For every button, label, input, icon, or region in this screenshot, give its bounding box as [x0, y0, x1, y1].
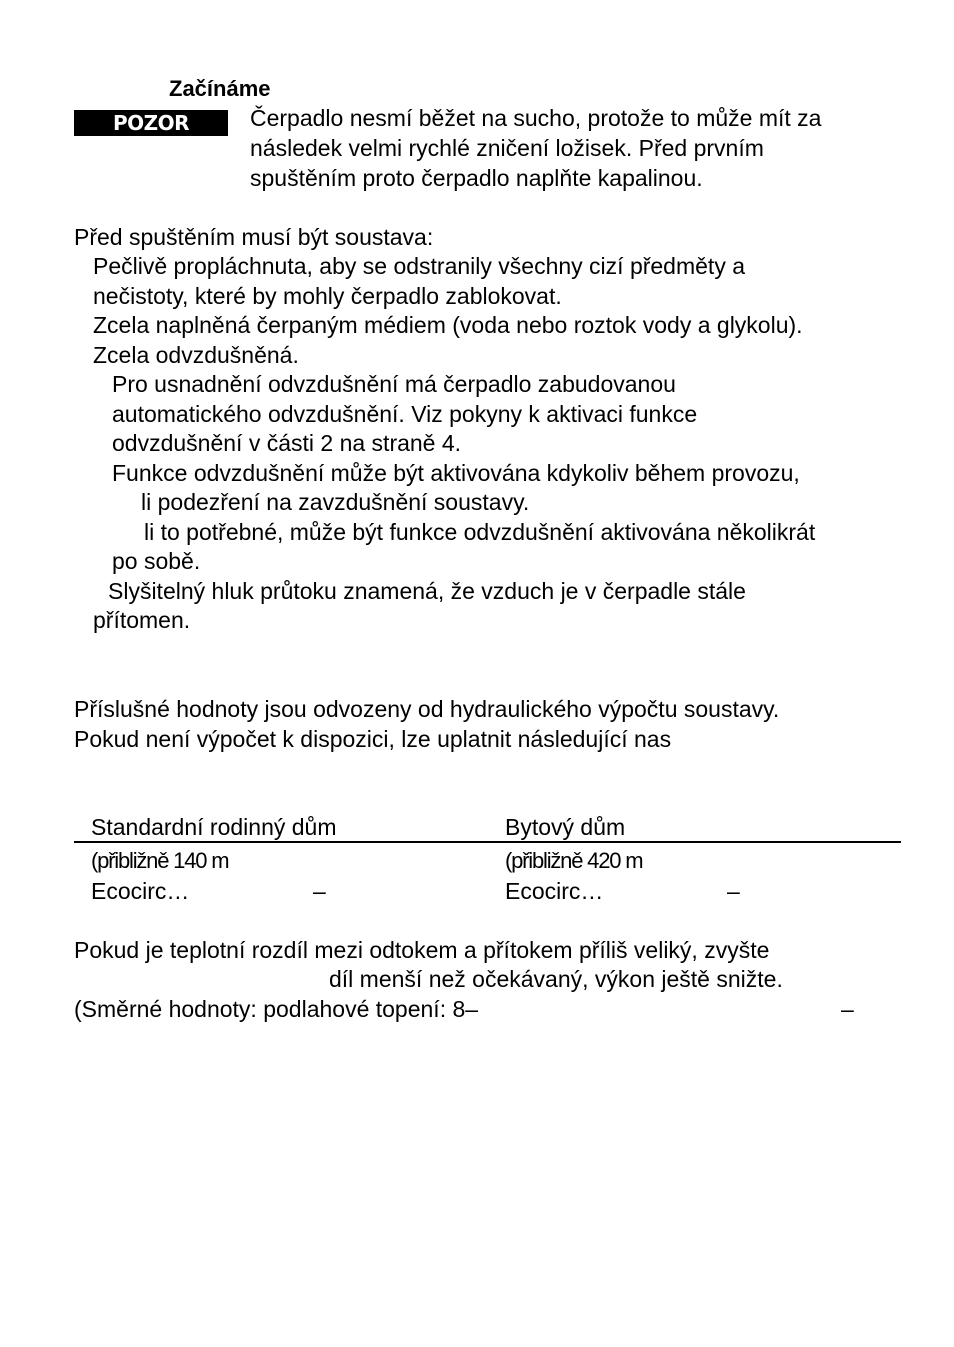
footer-text: díl menší než očekávaný, výkon ještě snižte.: [329, 966, 783, 992]
list-item: Zcela naplněná čerpaným médiem (voda nebo roztok vody a glykolu).: [93, 312, 803, 338]
warning-line: spuštěním proto čerpadlo naplňte kapalinou.: [250, 165, 703, 191]
table-cell: –: [313, 878, 326, 904]
list-item: přítomen.: [93, 607, 191, 633]
values-text: Příslušné hodnoty jsou odvozeny od hydraulického výpočtu soustavy.: [74, 696, 780, 722]
list-item: po sobě.: [112, 548, 201, 574]
table-cell: Ecocirc…: [505, 878, 604, 904]
table-cell: –: [727, 878, 740, 904]
warning-line: následek velmi rychlé zničení ložisek. Před prvním: [250, 135, 764, 161]
values-text: Pokud není výpočet k dispozici, lze uplatnit následující nas: [74, 726, 672, 752]
list-item: Pečlivě propláchnuta, aby se odstranily všechny cizí předměty a: [93, 253, 745, 279]
list-item: Slyšitelný hluk průtoku znamená, že vzduch je v čerpadle stále: [108, 578, 746, 604]
table-cell: (přibližně 420 m: [505, 848, 643, 873]
list-item: Pro usnadnění odvzdušnění má čerpadlo zabudovanou: [112, 371, 676, 397]
footer-text: Pokud je teplotní rozdíl mezi odtokem a přítokem příliš veliký, zvyšte: [74, 937, 770, 963]
list-item: automatického odvzdušnění. Viz pokyny k aktivaci funkce: [112, 401, 698, 427]
intro-text: Před spuštěním musí být soustava:: [74, 224, 434, 250]
list-item: Funkce odvzdušnění může být aktivována kdykoliv během provozu,: [112, 460, 800, 486]
table-header: Bytový dům: [505, 814, 626, 840]
table-cell: (přibližně 140 m: [91, 848, 229, 873]
footer-text: –: [841, 996, 854, 1022]
list-item: odvzdušnění v části 2 na straně 4.: [112, 430, 462, 456]
table-rule: [74, 841, 901, 843]
warning-line: Čerpadlo nesmí běžet na sucho, protože to může mít za: [250, 105, 822, 131]
warning-badge: POZOR: [74, 110, 228, 136]
table-header: Standardní rodinný dům: [91, 814, 337, 840]
list-item: li to potřebné, může být funkce odvzdušnění aktivována několikrát: [144, 519, 816, 545]
list-item: Zcela odvzdušněná.: [93, 342, 299, 368]
section-heading: Začínáme: [169, 76, 271, 101]
list-item: nečistoty, které by mohly čerpadlo zablokovat.: [93, 283, 562, 309]
table-cell: Ecocirc…: [91, 878, 190, 904]
footer-text: (Směrné hodnoty: podlahové topení: 8–: [74, 996, 479, 1022]
list-item: li podezření na zavzdušnění soustavy.: [141, 489, 530, 515]
